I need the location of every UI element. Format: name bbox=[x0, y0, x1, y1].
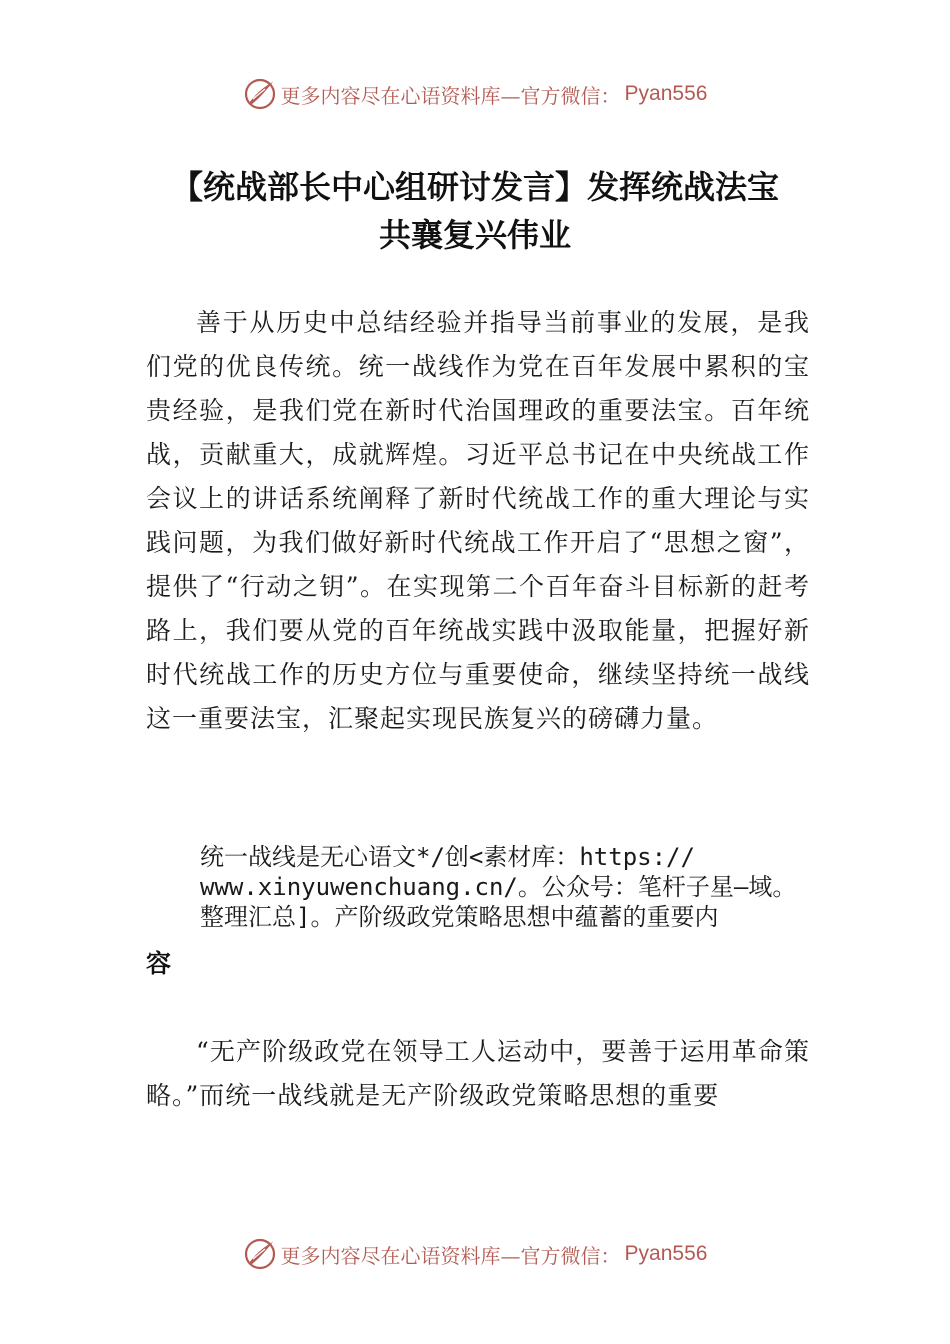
body-paragraph-2: “无产阶级政党在领导工人运动中，要善于运用革命策略。”而统一战线就是无产阶级政党策略思想的重要 bbox=[146, 1037, 810, 1110]
section-heading bbox=[200, 842, 810, 932]
body-paragraph-1: 善于从历史中总结经验并指导当前事业的发展，是我们党的优良传统。统一战线作为党在百年发展中累积的宝贵经验，是我们党在新时代治国理政的重要法宝。百年统战，贡献重大，成就辉煌。习近平总书记在中央统战工作会议上的讲话系统阐释了新时代统战工作的重大理论与实践问题，为我们做好新时代统战工作开启了“思想之窗”，提供了“行动之钥”。在实现第二个百年奋斗目标新的赶考路上，我们要从党的百年统战实践中汲取能量，把握好新时代统战工作的历史方位与重要使命，继续坚持统一战线这一重要法宝，汇聚起实现民族复兴的磅礴力量。 bbox=[146, 308, 810, 733]
document-title-line-2: 共襄复兴伟业 bbox=[378, 216, 571, 254]
section-heading-tail: 容 bbox=[146, 949, 172, 978]
feather-circle-logo-icon bbox=[243, 77, 277, 111]
document-title-line-1: 【统战部长中心组研讨发言】发挥统战法宝 bbox=[170, 168, 779, 206]
section-heading-line-1: 统一战线是无心语文*/创<素材库：https:// bbox=[200, 843, 695, 871]
banner-wechat-id: Pyan556 bbox=[624, 82, 708, 105]
section-heading-line-2: www.xinyuwenchuang.cn/。公众号：笔杆子星—域。 bbox=[200, 873, 797, 901]
banner-wechat-id: Pyan556 bbox=[624, 1242, 708, 1265]
header-watermark-banner bbox=[0, 72, 950, 116]
banner-text: 更多内容尽在心语资料库—官方微信： bbox=[280, 1243, 621, 1268]
section-heading-line-3: 整理汇总]。产阶级政党策略思想中蕴蓄的重要内 bbox=[200, 903, 719, 931]
feather-circle-logo-icon bbox=[243, 1237, 277, 1271]
banner-text: 更多内容尽在心语资料库—官方微信： bbox=[280, 83, 621, 108]
footer-watermark-banner bbox=[0, 1232, 950, 1276]
